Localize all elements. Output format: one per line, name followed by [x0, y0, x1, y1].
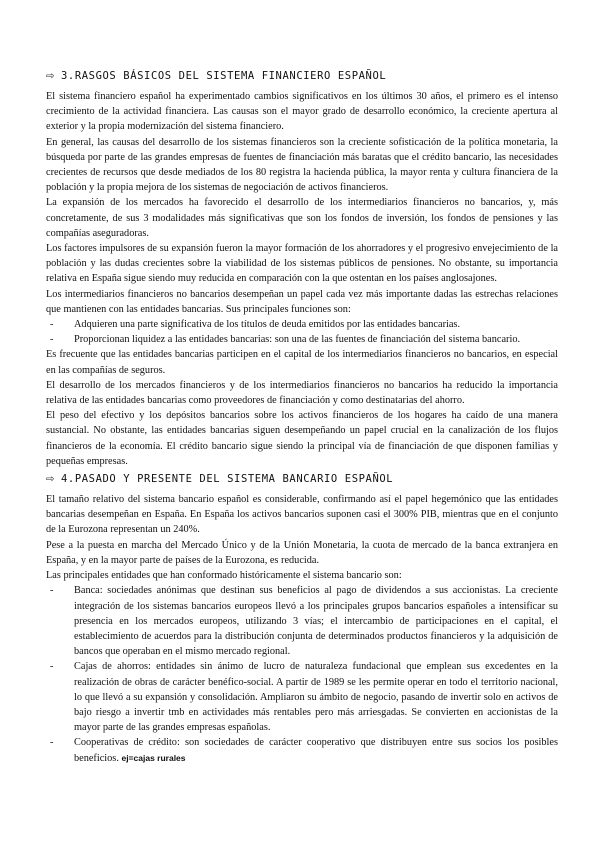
paragraph: El desarrollo de los mercados financieros y de los intermediarios financieros no bancarios ha reducido la importancia relativa de las entidades bancarias como proveedores de financiación y como destinatarias del ahorro. — [46, 379, 558, 407]
list-item — [46, 735, 558, 765]
dash-bullet: - — [50, 319, 54, 331]
paragraph: La expansión de los mercados ha favorecido el desarrollo de los intermediarios financieros no bancarios, y, más concretamente, de sus 3 modalidades más significativas que son los fondos de inversión, los fondos de pensiones y las compañías aseguradoras. — [46, 197, 558, 239]
list-item-text: Banca: sociedades anónimas que destinan sus beneficios al pago de dividendos a sus accionistas. La creciente integración de los sistemas bancarios europeos llevó a los principales grupos bancarios españoles a intensificar su presencia en los mercados europeos, utilizando 3 vías; el intercambio de participaciones en el capital, el establecimiento de acuerdos para la distribución conjunta de determinados productos financieros y la adquisición de bancos que operaban en el mismo mercado regional. — [74, 585, 558, 658]
dash-bullet: - — [50, 737, 54, 749]
section-3-heading — [46, 68, 558, 85]
paragraph: Los intermediarios financieros no bancarios desempeñan un papel cada vez más importante dadas las estrechas relaciones que mantienen con las entidades bancarias. Sus principales funciones son: — [46, 288, 558, 315]
paragraph: El peso del efectivo y los depósitos bancarios sobre los activos financieros de los hogares ha caído de una manera sustancial. No obstante, las entidades bancarias siguen desempeñando un papel crucial en la canalización de los flujos financieros de la economía. El crédito bancario sigue siendo la principal vía de financiación de que disponen familias y pequeñas empresas. — [46, 410, 558, 467]
dash-bullet: - — [50, 585, 54, 597]
arrow-right-icon: ⇨ — [46, 71, 55, 82]
list-item-text: Cajas de ahorros: entidades sin ánimo de lucro de naturaleza fundacional que emplean sus excedentes en la realización de obras de carácter benéfico-social. A partir de 1989 se les permite operar en todo el territorio nacional, lo que llevó a su expansión y consolidación. Ampliaron su ámbito de negocio, pasando de invertir solo en activos de bajo riesgo a invertir tmb en actividades más rentables pero más arriesgadas. Se convierten en accionistas de la mayor parte de las grandes empresas españolas. — [74, 661, 558, 734]
section-4-heading — [46, 471, 558, 488]
document-page — [46, 68, 558, 766]
functions-list — [46, 317, 558, 347]
list-item — [46, 332, 558, 347]
paragraph: Es frecuente que las entidades bancarias participen en el capital de los intermediarios financieros no bancarios, en especial en las compañías de seguros. — [46, 349, 558, 376]
example-note: ej=cajas rurales — [121, 752, 186, 763]
list-item — [46, 317, 558, 332]
dash-bullet: - — [50, 334, 54, 346]
list-item-text: Cooperativas de crédito: son sociedades de carácter cooperativo que distribuyen entre sus socios los posibles beneficios. — [74, 737, 558, 764]
entities-list — [46, 583, 558, 765]
paragraph: En general, las causas del desarrollo de los sistemas financieros son la creciente sofisticación de la política monetaria, la búsqueda por parte de las grandes empresas de fuentes de financiación más baratas que el crédito bancario, las necesidades crecientes de recursos que desde mediados de los 80 registra la hacienda pública, la mayor renta y cultura financiera de la población y la propia mejora de los sistemas de negociación de activos financieros. — [46, 136, 558, 194]
list-item — [46, 583, 558, 659]
paragraph: Los factores impulsores de su expansión fueron la mayor formación de los ahorradores y el progresivo envejecimiento de la población y las dudas crecientes sobre la viabilidad de los sistemas públicos de pensiones. No obstante, su importancia relativa en España sigue siendo muy reducida en comparación con la que ostentan en los países anglosajones. — [46, 243, 558, 285]
paragraph: Las principales entidades que han conformado históricamente el sistema bancario son: — [46, 570, 402, 582]
list-item-text: Adquieren una parte significativa de los títulos de deuda emitidos por las entidades bancarias. — [74, 319, 461, 331]
list-item — [46, 659, 558, 735]
list-item-text: Proporcionan liquidez a las entidades bancarias: son una de las fuentes de financiación del sistema bancario. — [74, 334, 521, 346]
arrow-right-icon: ⇨ — [46, 474, 55, 486]
section-3-title: 3.RASGOS BÁSICOS DEL SISTEMA FINANCIERO ESPAÑOL — [60, 70, 387, 82]
paragraph: Pese a la puesta en marcha del Mercado Único y de la Unión Monetaria, la cuota de mercado de la banca extranjera en España, y en la mayor parte de países de la Eurozona, es reducida. — [46, 539, 558, 566]
paragraph: El tamaño relativo del sistema bancario español es considerable, confirmando así el papel hegemónico que las entidades bancarias desempeñan en España. En España los activos bancarios suponen casi el 300% PIB, mientras que en el conjunto de la Eurozona representan un 240%. — [46, 494, 558, 536]
dash-bullet: - — [50, 661, 54, 673]
section-4-title: 4.PASADO Y PRESENTE DEL SISTEMA BANCARIO ESPAÑOL — [60, 473, 394, 486]
paragraph: El sistema financiero español ha experimentado cambios significativos en los últimos 30 años, el primero es el intenso crecimiento de la actividad financiera. Las causas son el mayor grado de desarrollo económico, la creciente apertura al exterior y la propia modernización del sistema financiero. — [46, 91, 558, 133]
